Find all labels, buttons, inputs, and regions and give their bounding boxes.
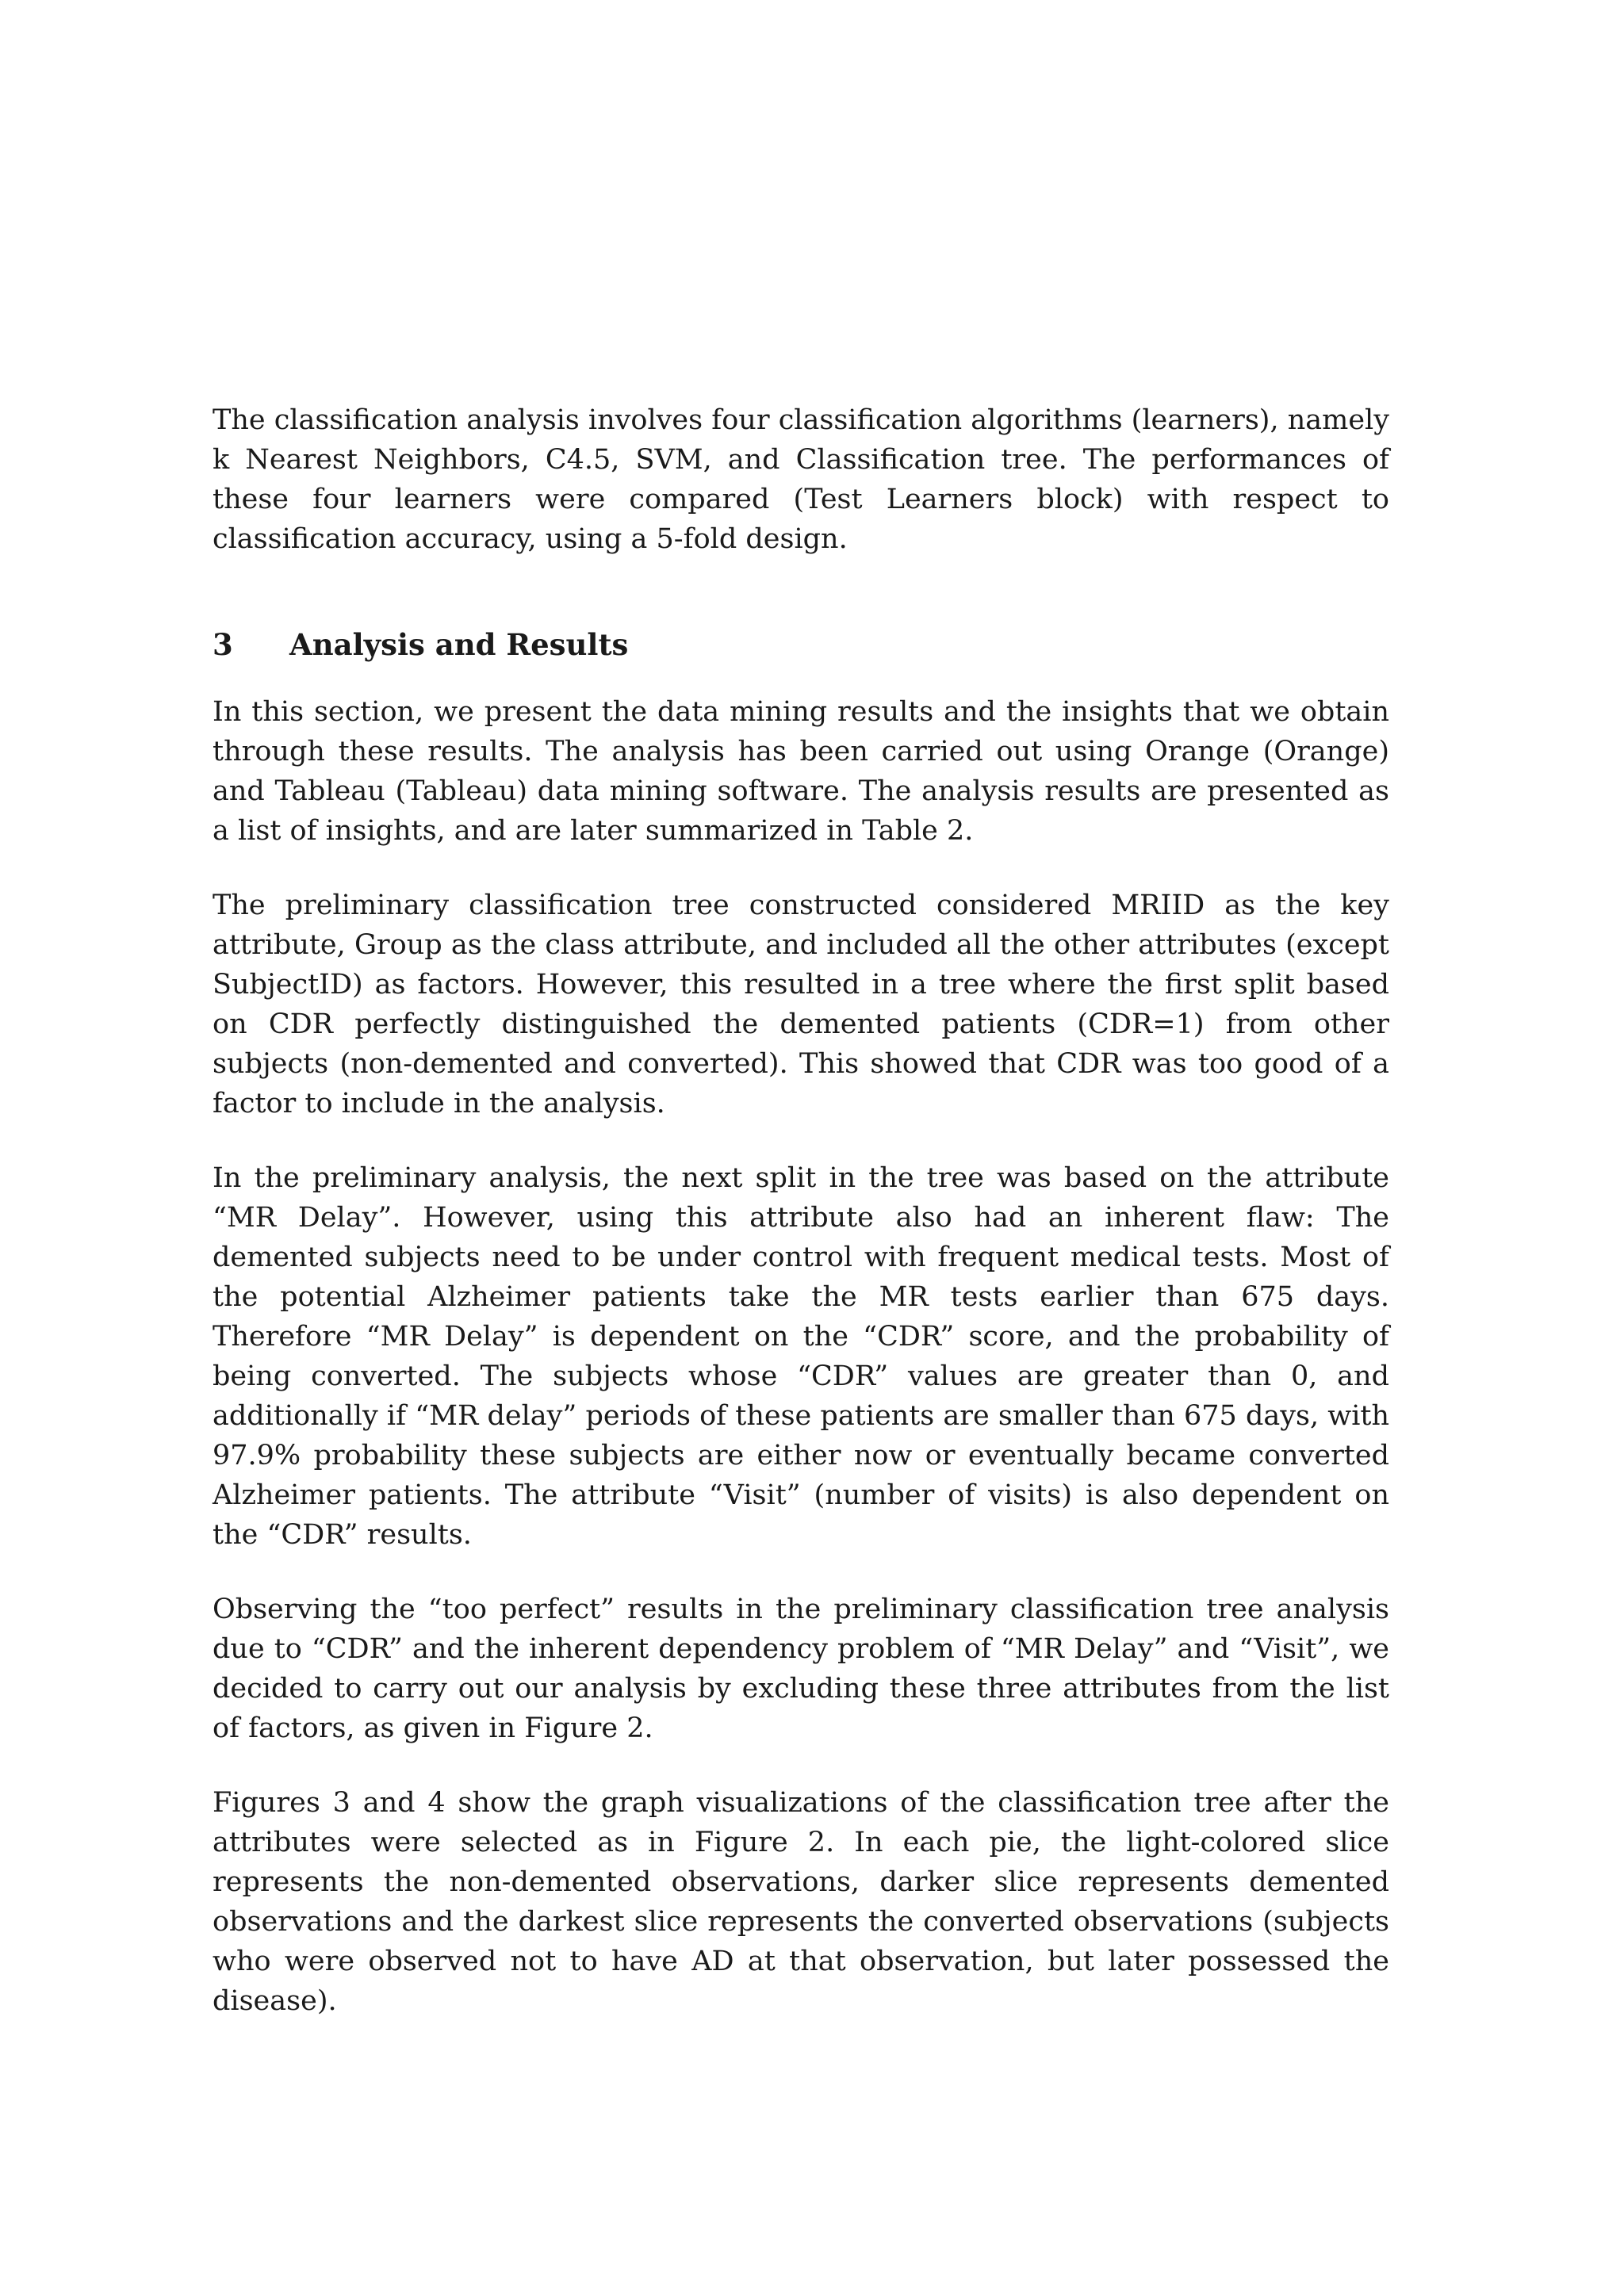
- paragraph-overview: In this section, we present the data mining results and the insights that we obtain through these results. The analysis has been carried out using Orange (Orange) and Tableau (Tableau) data mining software. The analysis results are presented as a list of insights, and are later summarized in Table 2.: [213, 696, 1389, 847]
- section-heading: [213, 624, 1389, 665]
- paragraph-figures: Figures 3 and 4 show the graph visualizations of the classification tree after the attributes were selected as in Figure 2. In each pie, the light-colored slice represents the non-demented observations, darker slice represents demented observations and the darkest slice represents the converted observations (subjects who were observed not to have AD at that observation, but later possessed the disease).: [213, 1787, 1389, 2017]
- intro-paragraph: The classification analysis involves four classification algorithms (learners), namely k Nearest Neighbors, C4.5, SVM, and Classification tree. The performances of these four learners were compared (Test Learners block) with respect to classification accuracy, using a 5-fold design.: [213, 404, 1389, 555]
- paragraph-excluded-attributes: Observing the “too perfect” results in the preliminary classification tree analysis due to “CDR” and the inherent dependency problem of “MR Delay” and “Visit”, we decided to carry out our analysis by excluding these three attributes from the list of factors, as given in Figure 2.: [213, 1594, 1389, 1744]
- paragraph-mr-delay: In the preliminary analysis, the next split in the tree was based on the attribute “MR Delay”. However, using this attribute also had an inherent flaw: The demented subjects need to be under control with frequent medical tests. Most of the potential Alzheimer patients take the MR tests earlier than 675 days. Therefore “MR Delay” is dependent on the “CDR” score, and the probability of being converted. The subjects whose “CDR” values are greater than 0, and additionally if “MR delay” periods of these patients are smaller than 675 days, with 97.9% probability these subjects are either now or eventually became converted Alzheimer patients. The attribute “Visit” (number of visits) is also dependent on the “CDR” results.: [213, 1162, 1389, 1551]
- section-number: 3: [213, 627, 233, 662]
- page-content: [213, 400, 1389, 2021]
- section-title: Analysis and Results: [289, 627, 629, 662]
- paragraph-preliminary-tree: The preliminary classification tree constructed considered MRIID as the key attribute, Group as the class attribute, and included all the other attributes (except SubjectID) as factors. However, this resulted in a tree where the first split based on CDR perfectly distinguished the demented patients (CDR=1) from other subjects (non-demented and converted). This showed that CDR was too good of a factor to include in the analysis.: [213, 890, 1389, 1119]
